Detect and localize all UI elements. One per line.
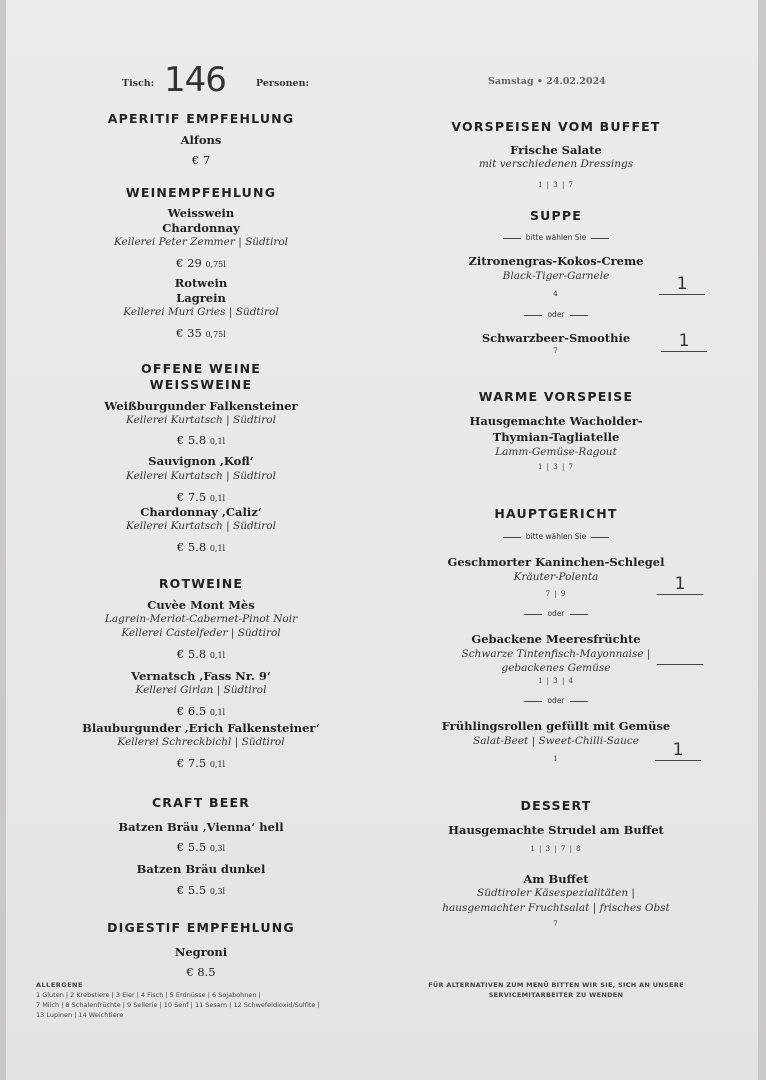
beer-1-size: 0,3l — [209, 844, 226, 853]
open-wine-3-size: 0,1l — [209, 544, 226, 553]
table-number-handwritten: 146 — [164, 60, 226, 100]
main-2-desc-line1: Schwarze Tintenfisch-Mayonnaise | — [461, 648, 651, 660]
red-wine-price: € 35 — [176, 326, 202, 340]
beer-2-price: € 5.5 — [176, 883, 207, 897]
open-wine-1-size: 0,1l — [209, 437, 226, 446]
warm-starter-desc: Lamm-Gemüse-Ragout — [495, 446, 617, 458]
main-1-mark: 1 — [674, 574, 686, 594]
allergen-line-2: 7 Milch | 8 Schalenfrüchte | 9 Sellerie | 10 Senf | 11 Sesam | 12 Schwefeldioxid/Sulfite | — [36, 1001, 320, 1009]
soup-2-order-field[interactable] — [661, 332, 707, 352]
warm-starter-allergens: 1 | 3 | 7 — [538, 463, 574, 471]
main-2-desc-line2: gebackenes Gemüse — [501, 662, 611, 674]
warm-starter-name-line2: Thymian-Tagliatelle — [492, 430, 620, 444]
service-note-line-1: FÜR ALTERNATIVEN ZUM MENÜ BITTEN WIR SIE, SICH AN UNSERE — [428, 981, 684, 989]
beer-2-size: 0,3l — [209, 887, 226, 896]
white-wine-label: Weisswein — [167, 206, 235, 220]
soup-1-allergens: 4 — [553, 290, 559, 298]
open-wine-3-price: € 5.8 — [176, 540, 207, 554]
beer-1-price: € 5.5 — [176, 840, 207, 854]
starter-desc: mit verschiedenen Dressings — [478, 158, 634, 170]
white-wines-subheading: WEISSWEINE — [149, 377, 253, 392]
allergen-line-3: 13 Lupinen | 14 Weichtiere — [36, 1011, 124, 1019]
open-wine-3-origin: Kellerei Kurtatsch | Südtirol — [126, 520, 276, 532]
open-wine-2-price: € 7.5 — [176, 490, 207, 504]
red-wine-size: 0,75l — [205, 330, 226, 339]
soup-choose-note — [406, 233, 706, 242]
white-wine-price: € 29 — [176, 256, 202, 270]
open-wine-3-name: Chardonnay ‚Caliz‘ — [140, 505, 262, 519]
soup-heading: SUPPE — [529, 208, 582, 223]
menu-column — [406, 0, 706, 1000]
red-wine-3-size: 0,1l — [209, 760, 226, 769]
red-wine-3-origin: Kellerei Schreckbichl | Südtirol — [117, 736, 285, 748]
soup-1-mark: 1 — [676, 274, 688, 294]
main-3-name: Frühlingsrollen gefüllt mit Gemüse — [441, 719, 671, 733]
aperitif-price: € 7 — [191, 153, 211, 167]
open-wine-2-price-row — [61, 490, 341, 504]
starter-heading: VORSPEISEN VOM BUFFET — [451, 119, 661, 134]
main-1-desc: Kräuter-Polenta — [513, 571, 599, 583]
red-wine-name: Lagrein — [176, 291, 226, 305]
soup-2-name: Schwarzbeer-Smoothie — [481, 331, 631, 345]
red-wine-2-price-row — [61, 704, 341, 718]
beer-2-price-row — [61, 883, 341, 897]
table-label: Tisch: — [122, 78, 155, 89]
red-wine-3-price-row — [61, 756, 341, 770]
dessert-2-desc-line2: hausgemachter Fruchtsalat | frisches Obst — [442, 902, 670, 914]
dessert-1-allergens: 1 | 3 | 7 | 8 — [530, 845, 582, 853]
open-wine-2-size: 0,1l — [209, 494, 226, 503]
soup-1-desc: Black-Tiger-Garnele — [502, 270, 610, 282]
main-2-name: Gebackene Meeresfrüchte — [471, 632, 641, 646]
aperitif-heading: APERITIF EMPFEHLUNG — [107, 111, 295, 126]
soup-or-text: oder — [547, 310, 565, 319]
dessert-2-desc-line1: Südtiroler Käsespezialitäten | — [477, 887, 635, 899]
soup-2-line — [661, 351, 707, 352]
digestif-name: Negroni — [174, 945, 228, 959]
dessert-2-allergens: 7 — [553, 920, 559, 928]
white-wine-origin: Kellerei Peter Zemmer | Südtirol — [113, 236, 289, 248]
red-wine-1-price: € 5.8 — [176, 647, 207, 661]
dessert-1-name: Hausgemachte Strudel am Buffet — [448, 823, 664, 837]
soup-2-mark: 1 — [678, 331, 690, 351]
open-wine-1-name: Weißburgunder Falkensteiner — [104, 399, 298, 413]
warm-starter-heading: WARME VORSPEISE — [478, 389, 634, 404]
main-or-text-2: oder — [547, 696, 565, 705]
red-wine-origin: Kellerei Muri Gries | Südtirol — [123, 306, 279, 318]
red-wine-2-price: € 6.5 — [176, 704, 207, 718]
main-3-desc: Salat-Beet | Sweet-Chilli-Sauce — [473, 735, 639, 747]
beer-2-name: Batzen Bräu dunkel — [136, 862, 266, 876]
red-wine-1-origin: Kellerei Castelfeder | Südtirol — [121, 627, 281, 639]
main-2-allergens: 1 | 3 | 4 — [538, 677, 574, 685]
open-wine-1-origin: Kellerei Kurtatsch | Südtirol — [126, 414, 276, 426]
craft-beer-heading: CRAFT BEER — [151, 795, 251, 810]
white-wine-price-row — [61, 256, 341, 270]
main-1-line — [657, 594, 703, 595]
red-wine-1-price-row — [61, 647, 341, 661]
red-wine-2-origin: Kellerei Girlan | Südtirol — [135, 684, 267, 696]
menu-date: Samstag • 24.02.2024 — [488, 76, 606, 87]
main-2-line — [657, 664, 703, 665]
open-wine-2-origin: Kellerei Kurtatsch | Südtirol — [126, 470, 276, 482]
aperitif-name: Alfons — [180, 133, 222, 147]
main-2-order-field[interactable] — [657, 663, 703, 665]
soup-1-name: Zitronengras-Kokos-Creme — [468, 254, 644, 268]
white-wine-name: Chardonnay — [162, 221, 240, 235]
red-wine-1-size: 0,1l — [209, 651, 226, 660]
service-note — [406, 980, 706, 1000]
allergen-line-1: 1 Gluten | 2 Krebstiere | 3 Eier | 4 Fisch | 5 Erdnüsse | 6 Sojabohnen | — [36, 991, 261, 999]
persons-label: Personen: — [256, 78, 309, 89]
open-wine-3-price-row — [61, 540, 341, 554]
soup-or-separator — [406, 310, 706, 319]
allergen-title: ALLERGENE — [36, 981, 83, 989]
red-wines-heading: ROTWEINE — [158, 576, 244, 591]
beer-1-price-row — [61, 840, 341, 854]
soup-1-order-field[interactable] — [659, 275, 705, 295]
red-wine-3-name: Blauburgunder ‚Erich Falkensteiner‘ — [82, 721, 320, 735]
white-wine-size: 0,75l — [205, 260, 226, 269]
main-or-text-1: oder — [547, 609, 565, 618]
main-1-allergens: 7 | 9 — [545, 590, 567, 598]
red-wine-2-name: Vernatsch ‚Fass Nr. 9‘ — [131, 669, 271, 683]
allergen-legend — [36, 980, 320, 1020]
main-3-order-field[interactable] — [655, 741, 701, 761]
dessert-2-name: Am Buffet — [523, 872, 589, 886]
open-wine-1-price-row — [61, 433, 341, 447]
main-1-order-field[interactable] — [657, 575, 703, 595]
warm-starter-name-line1: Hausgemachte Wacholder- — [469, 414, 643, 428]
digestif-price: € 8.5 — [186, 965, 216, 979]
main-choose-note — [406, 532, 706, 541]
main-course-heading: HAUPTGERICHT — [494, 506, 618, 521]
drinks-column — [61, 0, 341, 1000]
red-wine-2-size: 0,1l — [209, 708, 226, 717]
soup-2-allergens: 7 — [553, 347, 559, 355]
dessert-heading: DESSERT — [520, 798, 592, 813]
beer-1-name: Batzen Bräu ‚Vienna‘ hell — [118, 820, 284, 834]
red-wine-label: Rotwein — [174, 276, 228, 290]
starter-name: Frische Salate — [510, 143, 602, 157]
service-note-line-2: SERVICEMITARBEITER ZU WENDEN — [488, 991, 624, 999]
main-3-allergens: 1 — [553, 755, 559, 763]
main-1-name: Geschmorter Kaninchen-Schlegel — [447, 555, 665, 569]
main-choose-text: bitte wählen Sie — [525, 532, 587, 541]
red-wine-price-row — [61, 326, 341, 340]
main-or-separator-2 — [406, 696, 706, 705]
red-wine-1-name: Cuvèe Mont Mès — [147, 598, 255, 612]
main-or-separator-1 — [406, 609, 706, 618]
menu-sheet — [6, 0, 758, 1080]
main-3-mark: 1 — [672, 740, 684, 760]
soup-choose-text: bitte wählen Sie — [525, 233, 587, 242]
red-wine-1-desc: Lagrein-Merlot-Cabernet-Pinot Noir — [104, 613, 298, 625]
main-3-line — [655, 760, 701, 761]
starter-allergens: 1 | 3 | 7 — [538, 181, 574, 189]
wine-heading: WEINEMPFEHLUNG — [125, 185, 277, 200]
soup-1-line — [659, 294, 705, 295]
red-wine-3-price: € 7.5 — [176, 756, 207, 770]
open-wine-2-name: Sauvignon ‚Kofl‘ — [148, 454, 254, 468]
digestif-heading: DIGESTIF EMPFEHLUNG — [107, 920, 295, 935]
open-wines-heading: OFFENE WEINE — [141, 361, 261, 376]
open-wine-1-price: € 5.8 — [176, 433, 207, 447]
